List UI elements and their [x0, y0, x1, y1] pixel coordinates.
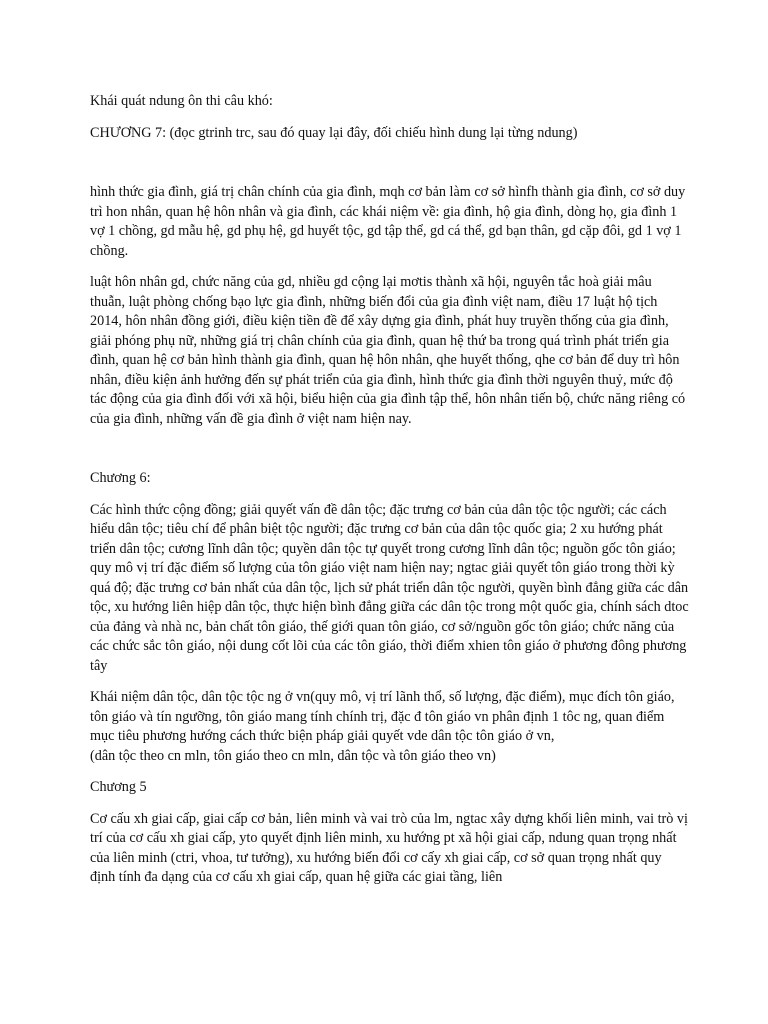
chapter5-paragraph-1: Cơ cấu xh giai cấp, giai cấp cơ bản, liên minh và vai trò của lm, ngtac xây dựng khối liên minh, vai trò vị trí của cơ cấu xh giai cấp, yto quyết định liên minh, xu hướng pt xã hội giai cấp, ndung quan trọng nhất của liên minh (ctri, vhoa, tư tưởng), xu hướng biến đổi cơ cấy xh giai cấp, cơ sở quan trọng nhất quy định tính đa dạng của cơ cấu xh giai cấp, quan hệ giữa các giai tầng, liên — [90, 810, 688, 885]
document-title: Khái quát ndung ôn thi câu khó: — [90, 93, 273, 109]
chapter7-heading: CHƯƠNG 7: (đọc gtrinh trc, sau đó quay lại đây, đối chiếu hình dung lại từng ndung) — [90, 124, 578, 141]
chapter7-paragraph-1: hình thức gia đình, giá trị chân chính của gia đình, mqh cơ bản làm cơ sở hìnfh thành gia đình, cơ sở duy trì hon nhân, quan hệ hôn nhân và gia đình, các khái niệm về: gia đình, hộ gia đình, dòng họ, gia đình 1 vợ 1 chồng, gd mẫu hệ, gd phụ hệ, gd huyết tộc, gd tập thể, gd cá thể, gd bạn thân, gd cặp đôi, gd 1 vợ 1 chồng. — [90, 184, 686, 259]
chapter6-paragraph-2-tail: (dân tộc theo cn mln, tôn giáo theo cn mln, dân tộc và tôn giáo theo vn) — [90, 747, 496, 764]
chapter6-heading: Chương 6: — [90, 470, 151, 486]
chapter6-paragraph-2: Khái niệm dân tộc, dân tộc tộc ng ở vn(quy mô, vị trí lãnh thổ, số lượng, đặc điểm), mục đích tôn giáo, tôn giáo và tín ngưỡng, tôn giáo mang tính chính trị, đặc đ tôn giáo vn phân định 1 tôc ng, quan điểm mục tiêu phương hướng cách thức biện pháp giải quyết vde dân tộc tôn giáo ở vn, — [90, 689, 675, 744]
chapter6-paragraph-1: Các hình thức cộng đồng; giải quyết vấn đề dân tộc; đặc trưng cơ bản của dân tộc tộc người; các cách hiểu dân tộc; tiêu chí để phân biệt tộc người; đặc trưng cơ bản của dân tộc quốc gia; 2 xu hướng phát triển dân tộc; cương lĩnh dân tộc; quyền dân tộc tự quyết trong cương lĩnh dân tộc; nguồn gốc tôn giáo; quy mô vị trí đặc điểm số lượng của tôn giáo việt nam hiện nay; ngtac giải quyết tôn giáo trong thời kỳ quá độ; đặc trưng cơ bản nhất của dân tộc, lịch sử phát triển dân tộc người, quyền bình đẳng giữa các dân tộc, xu hướng liên hiệp dân tộc, thực hiện bình đẳng giữa các dân tộc trong một quốc gia, chính sách dtoc của đảng và nhà nc, bản chất tôn giáo, thế giới quan tôn giáo, cơ sở/nguồn gốc tôn giáo; chức năng của các chức sắc tôn giáo, nội dung cốt lõi của các tôn giáo, thời điểm xhien tôn giáo ở phương đông phương tây — [90, 501, 689, 674]
chapter5-heading: Chương 5 — [90, 779, 147, 795]
chapter7-paragraph-2: luật hôn nhân gd, chức năng của gd, nhiều gd cộng lại mơtis thành xã hội, nguyên tắc hoà giải mâu thuẫn, luật phòng chống bạo lực gia đình, những biến đổi của gia đình việt nam, điều 17 luật hộ tịch 2014, hôn nhân đồng giới, điều kiện tiền đề để xây dựng gia đình, phát huy truyền thống của gia đình, giải phóng phụ nữ, những giá trị chân chính của gia đình, quan hệ thứ ba trong quá trình phát triển gia đình, quan hệ cơ bản hình thành gia đình, quan hệ hôn nhân, qhe huyết thống, qhe cơ bản để duy trì hôn nhân, điều kiện ảnh hưởng đến sự phát triển của gia đình, hình thức gia đình thời nguyên thuỷ, mức độ tác động của gia đình đối với xã hội, biểu hiện của gia đình tập thể, hôn nhân tiến bộ, chức năng riêng có của gia đình, những vấn đề gia đình ở việt nam hiện nay. — [90, 274, 686, 427]
document-page — [90, 92, 690, 888]
